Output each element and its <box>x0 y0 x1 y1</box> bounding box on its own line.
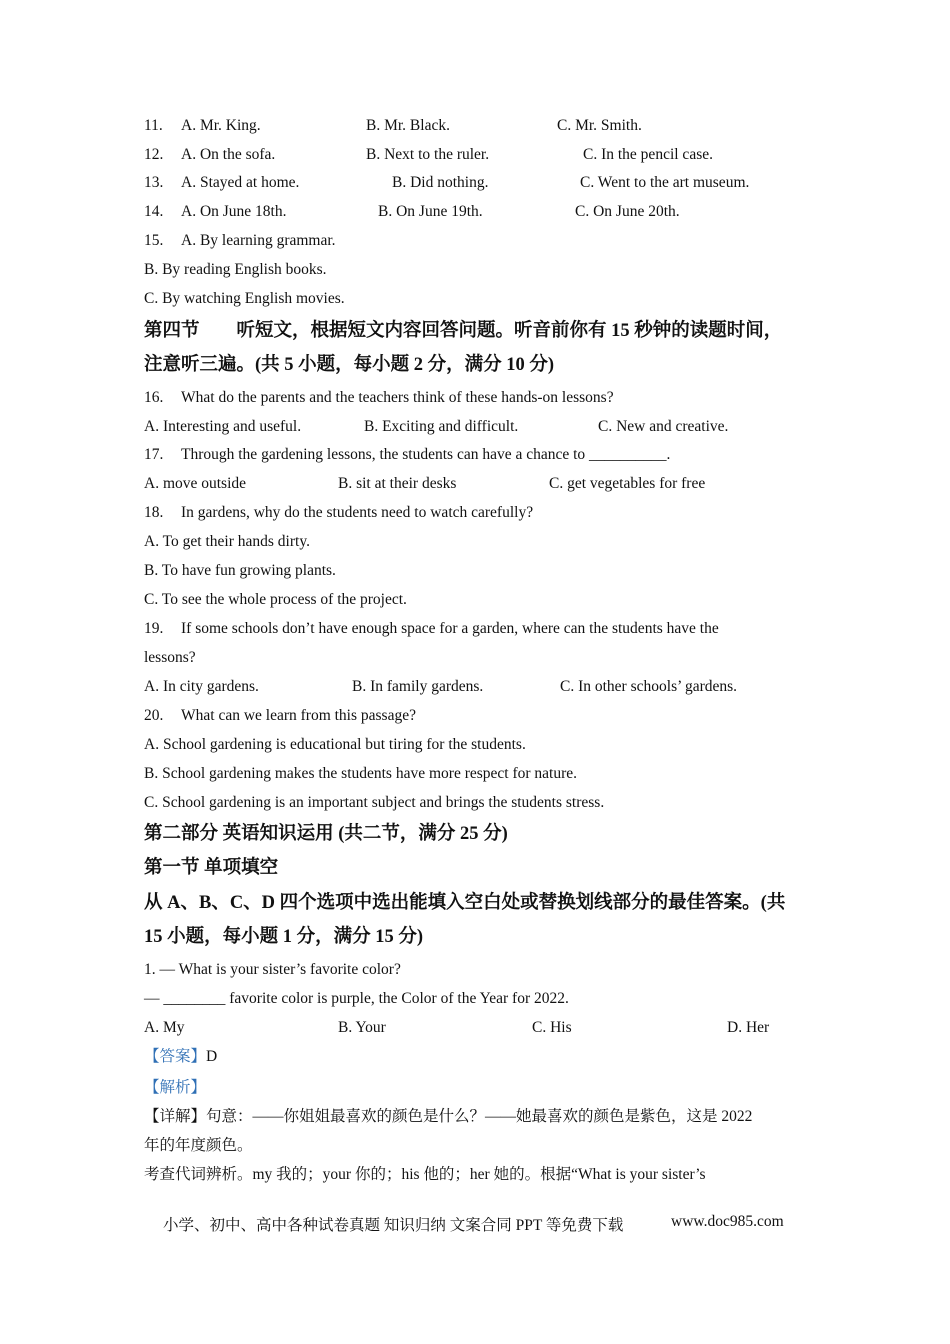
question-19-options <box>144 677 738 697</box>
option-a: A. Stayed at home. <box>181 174 300 191</box>
option-a: A. On the sofa. <box>181 146 276 163</box>
option-a: A. To get their hands dirty. <box>144 533 310 550</box>
option-a: A. Mr. King. <box>181 117 261 134</box>
item-1-options <box>144 1018 770 1038</box>
item-1-detail-line3: 考查代词辨析。my 我的；your 你的；his 他的；her 她的。根据“What is your sister’s <box>144 1166 706 1183</box>
option-b: B. In family gardens. <box>352 678 484 695</box>
question-number: 13. <box>144 174 164 191</box>
answer-tag: 【答案】 <box>144 1048 207 1065</box>
question-15 <box>144 231 336 251</box>
item-1-reply: — ________ favorite color is purple, the Color of the Year for 2022. <box>144 990 569 1007</box>
question-number: 15. <box>144 232 164 249</box>
option-b: B. Did nothing. <box>392 174 489 191</box>
question-17-stem <box>144 445 670 465</box>
option-b: B. Your <box>338 1019 386 1036</box>
question-number: 16. <box>144 389 164 406</box>
question-19-stem <box>144 619 719 639</box>
option-c: C. His <box>532 1019 572 1036</box>
question-number: 18. <box>144 504 164 521</box>
item-1-detail-line1: 【详解】句意：——你姐姐最喜欢的颜色是什么？——她最喜欢的颜色是紫色，这是 2022 <box>144 1108 753 1125</box>
footer-url[interactable]: www.doc985.com <box>671 1213 784 1230</box>
item-1-question: 1. — What is your sister’s favorite color? <box>144 961 401 978</box>
option-c: C. Mr. Smith. <box>557 117 642 134</box>
question-16-stem <box>144 388 614 408</box>
option-a: A. My <box>144 1019 185 1036</box>
option-d: D. Her <box>727 1019 770 1036</box>
option-a: A. Interesting and useful. <box>144 418 302 435</box>
footer-text: 小学、初中、高中各种试卷真题 知识归纳 文案合同 PPT 等免费下载 <box>163 1217 624 1234</box>
question-14 <box>144 202 680 222</box>
option-c: C. School gardening is an important subject and brings the students stress. <box>144 794 605 811</box>
option-c: C. get vegetables for free <box>549 475 706 492</box>
option-a: A. In city gardens. <box>144 678 259 695</box>
question-text: What do the parents and the teachers think of these hands-on lessons? <box>181 389 614 406</box>
question-number: 19. <box>144 620 164 637</box>
analysis-tag: 【解析】 <box>144 1079 207 1096</box>
question-12 <box>144 145 713 165</box>
part-2-instruction-line2: 15 小题，每小题 1 分，满分 15 分) <box>144 927 424 947</box>
question-number: 17. <box>144 446 164 463</box>
question-number: 11. <box>144 117 163 134</box>
option-b: B. Exciting and difficult. <box>364 418 519 435</box>
question-text: If some schools don’t have enough space for a garden, where can the students have the <box>181 620 719 637</box>
option-a: A. On June 18th. <box>181 203 287 220</box>
page-footer <box>163 1213 784 1235</box>
question-text: In gardens, why do the students need to watch carefully? <box>181 504 534 521</box>
question-number: 20. <box>144 707 164 724</box>
question-19-stem-cont: lessons? <box>144 649 196 666</box>
question-20-stem <box>144 706 416 726</box>
option-b: B. On June 19th. <box>378 203 483 220</box>
question-13 <box>144 173 750 193</box>
option-c: C. On June 20th. <box>575 203 680 220</box>
option-b: B. To have fun growing plants. <box>144 562 336 579</box>
question-text: What can we learn from this passage? <box>181 707 416 724</box>
part-2-title: 第二部分 英语知识运用 (共二节，满分 25 分) <box>144 824 508 844</box>
section-4-heading-line1: 第四节 听短文，根据短文内容回答问题。听音前你有 15 秒钟的读题时间， <box>144 321 783 341</box>
option-b: B. Next to the ruler. <box>366 146 490 163</box>
option-c: C. Went to the art museum. <box>580 174 750 191</box>
option-a: A. By learning grammar. <box>181 232 336 249</box>
answer-value: D <box>206 1048 218 1065</box>
option-a: A. move outside <box>144 475 247 492</box>
question-number: 12. <box>144 146 164 163</box>
option-b: B. sit at their desks <box>338 475 457 492</box>
option-c: C. New and creative. <box>598 418 729 435</box>
option-c: C. To see the whole process of the project. <box>144 591 407 608</box>
question-text: Through the gardening lessons, the students can have a chance to __________. <box>181 446 671 463</box>
item-1-detail-line2: 年的年度颜色。 <box>144 1137 253 1154</box>
question-16-options <box>144 417 729 437</box>
part-2-section-1-title: 第一节 单项填空 <box>144 858 279 878</box>
option-b: B. Mr. Black. <box>366 117 450 134</box>
question-17-options <box>144 474 706 494</box>
option-c: C. By watching English movies. <box>144 290 345 307</box>
question-number: 14. <box>144 203 164 220</box>
option-a: A. School gardening is educational but tiring for the students. <box>144 736 526 753</box>
question-18-stem <box>144 503 533 523</box>
item-1-answer <box>144 1047 217 1067</box>
part-2-instruction-line1: 从 A、B、C、D 四个选项中选出能填入空白处或替换划线部分的最佳答案。(共 <box>144 893 786 913</box>
section-4-heading-line2: 注意听三遍。(共 5 小题，每小题 2 分，满分 10 分) <box>144 355 555 375</box>
option-c: C. In other schools’ gardens. <box>560 678 738 695</box>
question-11 <box>144 116 642 136</box>
option-b: B. School gardening makes the students have more respect for nature. <box>144 765 578 782</box>
option-c: C. In the pencil case. <box>583 146 713 163</box>
option-b: B. By reading English books. <box>144 261 327 278</box>
